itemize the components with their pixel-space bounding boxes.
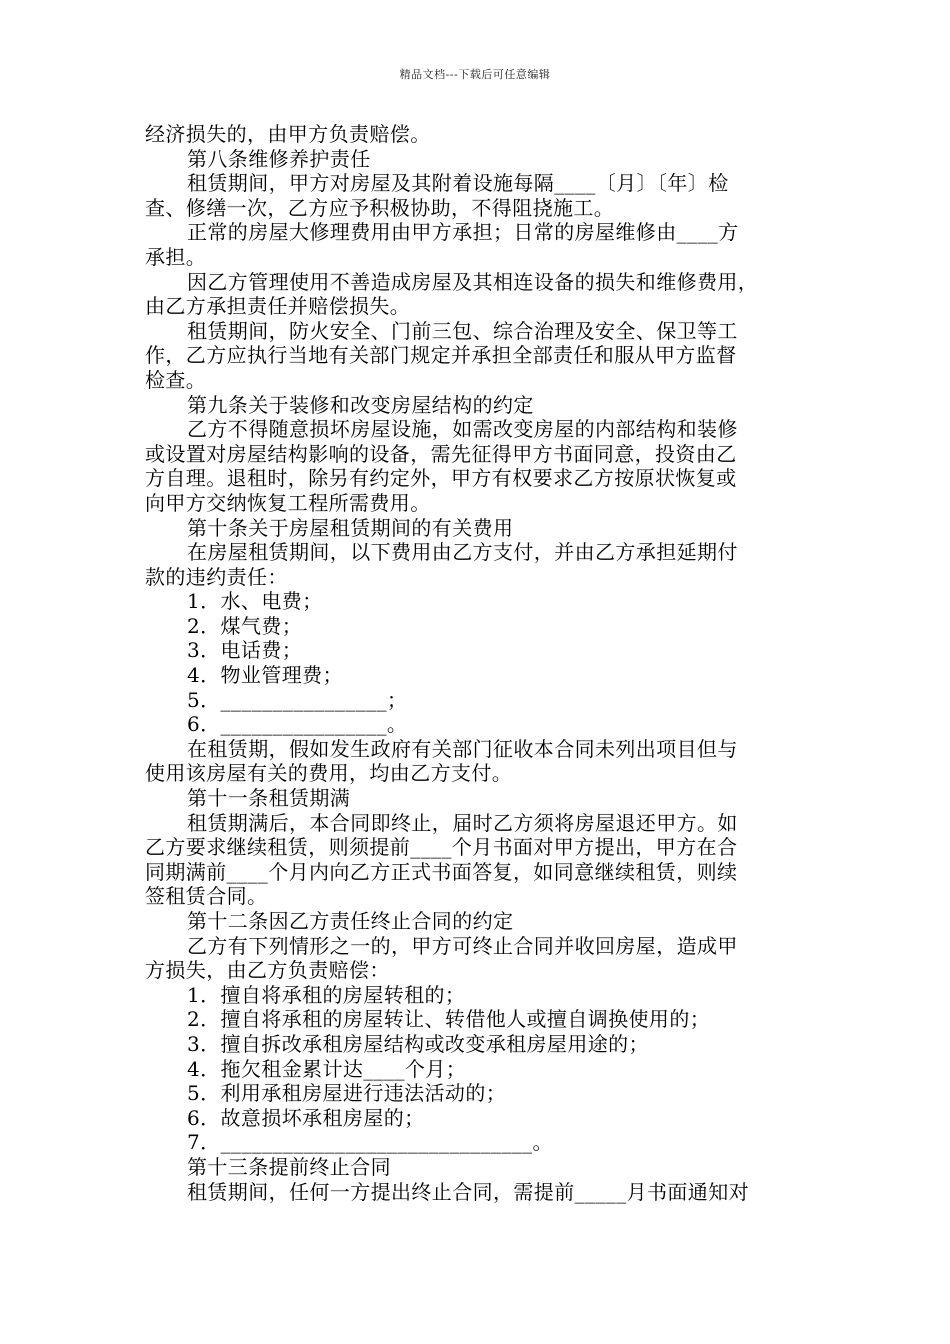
text-line: 第八条维修养护责任	[187, 146, 371, 171]
text-line: 检查。	[145, 367, 207, 392]
text-line: 1．水、电费；	[187, 589, 323, 614]
text-line: 第九条关于装修和改变房屋结构的约定	[187, 392, 534, 417]
text-line: 6．故意损坏承租房屋的；	[187, 1105, 425, 1130]
text-line: 作，乙方应执行当地有关部门规定并承担全部责任和服从甲方监督	[145, 343, 737, 368]
text-line: 经济损失的，由甲方负责赔偿。	[145, 122, 431, 146]
text-line: 第十条关于房屋租赁期间的有关费用	[187, 515, 514, 540]
text-line: 租赁期满后，本合同即终止，届时乙方须将房屋退还甲方。如	[187, 810, 738, 835]
text-line: 方自理。退租时，除另有约定外，甲方有权要求乙方按原状恢复或	[145, 466, 737, 491]
text-line: 租赁期间，防火安全、门前三包、综合治理及安全、保卫等工	[187, 318, 738, 343]
text-line: 同期满前____个月内向乙方正式书面答复，如同意继续租赁，则续	[145, 859, 738, 884]
text-line: 乙方有下列情形之一的，甲方可终止合同并收回房屋，造成甲	[187, 933, 738, 958]
text-line: 第十三条提前终止合同	[187, 1154, 391, 1179]
text-line: 5．________________；	[187, 687, 408, 712]
text-line: 4．物业管理费；	[187, 663, 343, 688]
text-line: 6．________________。	[187, 712, 408, 737]
text-line: 在房屋租赁期间，以下费用由乙方支付，并由乙方承担延期付	[187, 540, 738, 565]
text-line: 签租赁合同。	[145, 884, 268, 909]
text-line: 第十一条租赁期满	[187, 786, 351, 811]
text-line: 2．煤气费；	[187, 613, 303, 638]
text-line: 查、修缮一次，乙方应予积极协助，不得阻挠施工。	[145, 195, 615, 220]
text-line: 正常的房屋大修理费用由甲方承担；日常的房屋维修由____方	[187, 220, 739, 245]
text-line: 承担。	[145, 244, 207, 269]
text-line: 7．______________________________。	[187, 1130, 553, 1155]
text-line: 3．擅自拆改承租房屋结构或改变承租房屋用途的；	[187, 1031, 649, 1056]
text-line: 向甲方交纳恢复工程所需费用。	[145, 490, 431, 515]
text-line: 1．擅自将承租的房屋转租的；	[187, 982, 466, 1007]
text-line: 3．电话费；	[187, 638, 303, 663]
text-line: 在租赁期，假如发生政府有关部门征收本合同未列出项目但与	[187, 736, 738, 761]
text-line: 由乙方承担责任并赔偿损失。	[145, 294, 411, 319]
page-header: 精品文档---下载后可任意编辑	[399, 68, 551, 81]
text-line: 因乙方管理使用不善造成房屋及其相连设备的损失和维修费用，	[187, 269, 759, 294]
text-line: 5．利用承租房屋进行违法活动的；	[187, 1081, 507, 1106]
text-line: 2．擅自将承租的房屋转让、转借他人或擅自调换使用的；	[187, 1007, 711, 1032]
text-line: 或设置对房屋结构影响的设备，需先征得甲方书面同意，投资由乙	[145, 441, 737, 466]
text-line: 使用该房屋有关的费用，均由乙方支付。	[145, 761, 513, 786]
text-line: 第十二条因乙方责任终止合同的约定	[187, 909, 514, 933]
text-line: 方损失，由乙方负责赔偿：	[145, 958, 390, 983]
text-line: 乙方要求继续租赁，则须提前____个月书面对甲方提出，甲方在合	[145, 835, 738, 860]
text-line: 租赁期间，任何一方提出终止合同，需提前_____月书面通知对	[187, 1179, 749, 1204]
text-line: 乙方不得随意损坏房屋设施，如需改变房屋的内部结构和装修	[187, 417, 738, 442]
text-line: 款的违约责任：	[145, 564, 288, 589]
text-line: 租赁期间，甲方对房屋及其附着设施每隔____〔月〕〔年〕检	[187, 171, 729, 196]
text-line: 4．拖欠租金累计达____个月；	[187, 1056, 467, 1081]
document-body	[145, 122, 810, 1204]
